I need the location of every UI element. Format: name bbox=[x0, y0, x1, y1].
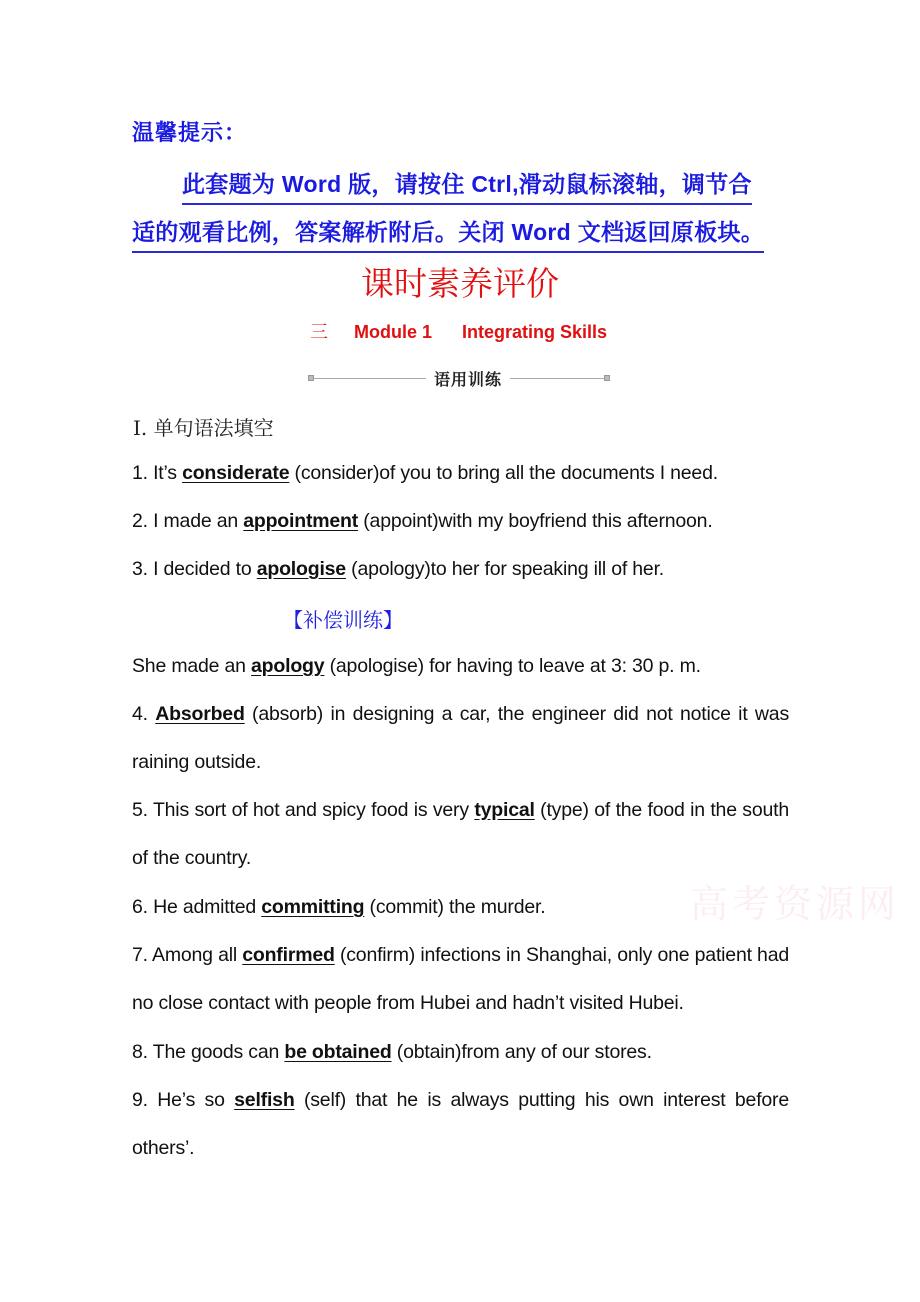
underline bbox=[182, 203, 752, 205]
question-item bbox=[132, 1076, 789, 1172]
underline bbox=[132, 251, 764, 253]
part-title: Ⅰ. 单句语法填空 bbox=[133, 416, 274, 440]
tip-text-1: 此套题为 Word 版，请按住 Ctrl,滑动鼠标滚轴，调节合 bbox=[182, 171, 752, 197]
answer: committing bbox=[261, 896, 365, 918]
question-text: 9. He’s so bbox=[132, 1089, 235, 1111]
question-text: (self) that he is always putting his own interest before others’. bbox=[132, 1089, 789, 1159]
question-item bbox=[132, 642, 789, 690]
question-text: (type) of the food in the south of the country. bbox=[132, 799, 789, 869]
answer: Absorbed bbox=[155, 703, 245, 725]
question-item bbox=[132, 1028, 789, 1076]
question-text: 5. This sort of hot and spicy food is very bbox=[132, 799, 475, 821]
question-text: (consider)of you to bring all the documents I need. bbox=[289, 462, 718, 484]
question-item bbox=[132, 931, 789, 1027]
question-text: (commit) the murder. bbox=[364, 896, 546, 918]
question-text: 7. Among all bbox=[132, 944, 243, 966]
answer: apologise bbox=[256, 558, 346, 580]
answer: apology bbox=[251, 655, 325, 677]
answer: confirmed bbox=[242, 944, 335, 966]
tip-title: 温馨提示： bbox=[132, 120, 248, 145]
answer: considerate bbox=[182, 462, 290, 484]
question-item bbox=[132, 449, 789, 497]
supplement-heading: 【补偿训练】 bbox=[283, 608, 403, 632]
question-text: 6. He admitted bbox=[132, 896, 262, 918]
question-text: 2. I made an bbox=[132, 510, 244, 532]
question-item bbox=[132, 497, 789, 545]
page-title: 课时素养评价 bbox=[361, 264, 559, 303]
question-text: (appoint)with my boyfriend this afternoon. bbox=[358, 510, 713, 532]
question-item bbox=[132, 690, 789, 786]
question-item bbox=[132, 786, 789, 882]
section-label: 语用训练 bbox=[433, 372, 502, 389]
question-text: 4. bbox=[132, 703, 156, 725]
topic-label: Integrating Skills bbox=[462, 322, 608, 342]
module-label: Module 1 bbox=[354, 322, 433, 342]
question-item bbox=[132, 545, 789, 593]
question-text: 8. The goods can bbox=[132, 1041, 285, 1063]
question-text: (apologise) for having to leave at 3: 30 p. m. bbox=[324, 655, 701, 677]
question-text: (obtain)from any of our stores. bbox=[391, 1041, 652, 1063]
answer: selfish bbox=[234, 1089, 295, 1111]
lesson-number: 三 bbox=[310, 322, 328, 343]
answer: be obtained bbox=[284, 1041, 392, 1063]
question-text: She made an bbox=[132, 655, 252, 677]
watermark: 高考资源网 bbox=[690, 882, 901, 926]
answer: typical bbox=[474, 799, 535, 821]
section-divider bbox=[308, 367, 610, 391]
divider-endpoint-icon bbox=[604, 375, 610, 381]
lesson-subtitle bbox=[310, 318, 607, 344]
tip-line-2 bbox=[132, 214, 764, 247]
tip-line-1 bbox=[182, 166, 752, 199]
question-text: (confirm) infections in Shanghai, only one patient had no close contact with people from Hubei and hadn’t visited Hubei. bbox=[132, 944, 789, 1014]
tip-text-2: 适的观看比例，答案解析附后。关闭 Word 文档返回原板块。 bbox=[132, 219, 765, 245]
question-text: (apology)to her for speaking ill of her. bbox=[345, 558, 665, 580]
question-text: 1. It’s bbox=[132, 462, 183, 484]
divider-line bbox=[510, 378, 606, 379]
divider-line bbox=[312, 378, 426, 379]
question-text: 3. I decided to bbox=[132, 558, 257, 580]
answer: appointment bbox=[243, 510, 359, 532]
question-text: (absorb) in designing a car, the engineer did not notice it was raining outside. bbox=[132, 703, 789, 773]
